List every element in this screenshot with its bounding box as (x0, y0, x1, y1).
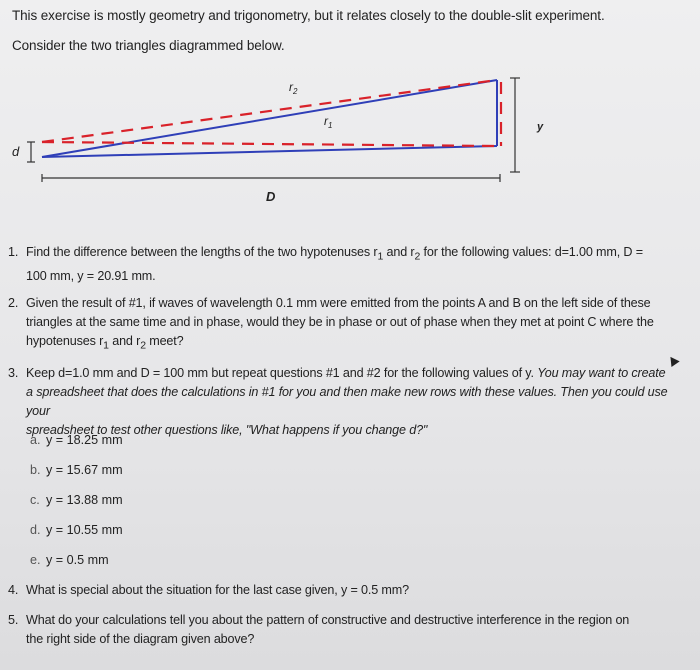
label-r1: $r_1$ (324, 114, 333, 130)
question-3: 3. Keep d=1.0 mm and D = 100 mm but repeat questions #1 and #2 for the following values of y. You may want to create a spreadsheet that does the calculations in #1 for you and then make new rows with these values. Then you could use your spreadsheet to test other questions like, "What happens if you change d?" (8, 366, 668, 437)
triangle-diagram (0, 70, 700, 210)
base-line (42, 146, 497, 157)
list-item: b. y = 15.67 mm (30, 463, 123, 477)
label-D: D (266, 189, 276, 204)
question-2: 2. Given the result of #1, if waves of wavelength 0.1 mm were emitted from the points A and B on the left side of these triangles at the same time and in phase, would they be in phase or out of phase when they met at point C where the hypotenuses $r_1$ and $r_2$ meet? (8, 296, 654, 352)
list-item: d. y = 10.55 mm (30, 523, 123, 537)
hypotenuse-r2-dashed-line (42, 80, 497, 142)
list-item: c. y = 13.88 mm (30, 493, 123, 507)
label-d: d (12, 144, 20, 159)
question-5: 5. What do your calculations tell you about the pattern of constructive and destructive interference in the region on the right side of the diagram given above? (8, 613, 630, 646)
list-item: a. y = 18.25 mm (30, 433, 123, 447)
intro-line-2: Consider the two triangles diagrammed below. (12, 38, 285, 53)
label-r2: $r_2$ (289, 80, 298, 96)
intro-line-1: This exercise is mostly geometry and trigonometry, but it relates closely to the double-slit experiment. (12, 8, 605, 23)
list-item: e. y = 0.5 mm (30, 553, 109, 567)
question-1: 1. Find the difference between the lengths of the two hypotenuses $r_1$ and $r_2$ for the following values: d=1.00 mm, D = 100 mm, y = 20.91 mm. (8, 245, 643, 283)
question-4: 4. What is special about the situation for the last case given, y = 0.5 mm? (8, 583, 409, 597)
label-y: y (537, 121, 544, 133)
